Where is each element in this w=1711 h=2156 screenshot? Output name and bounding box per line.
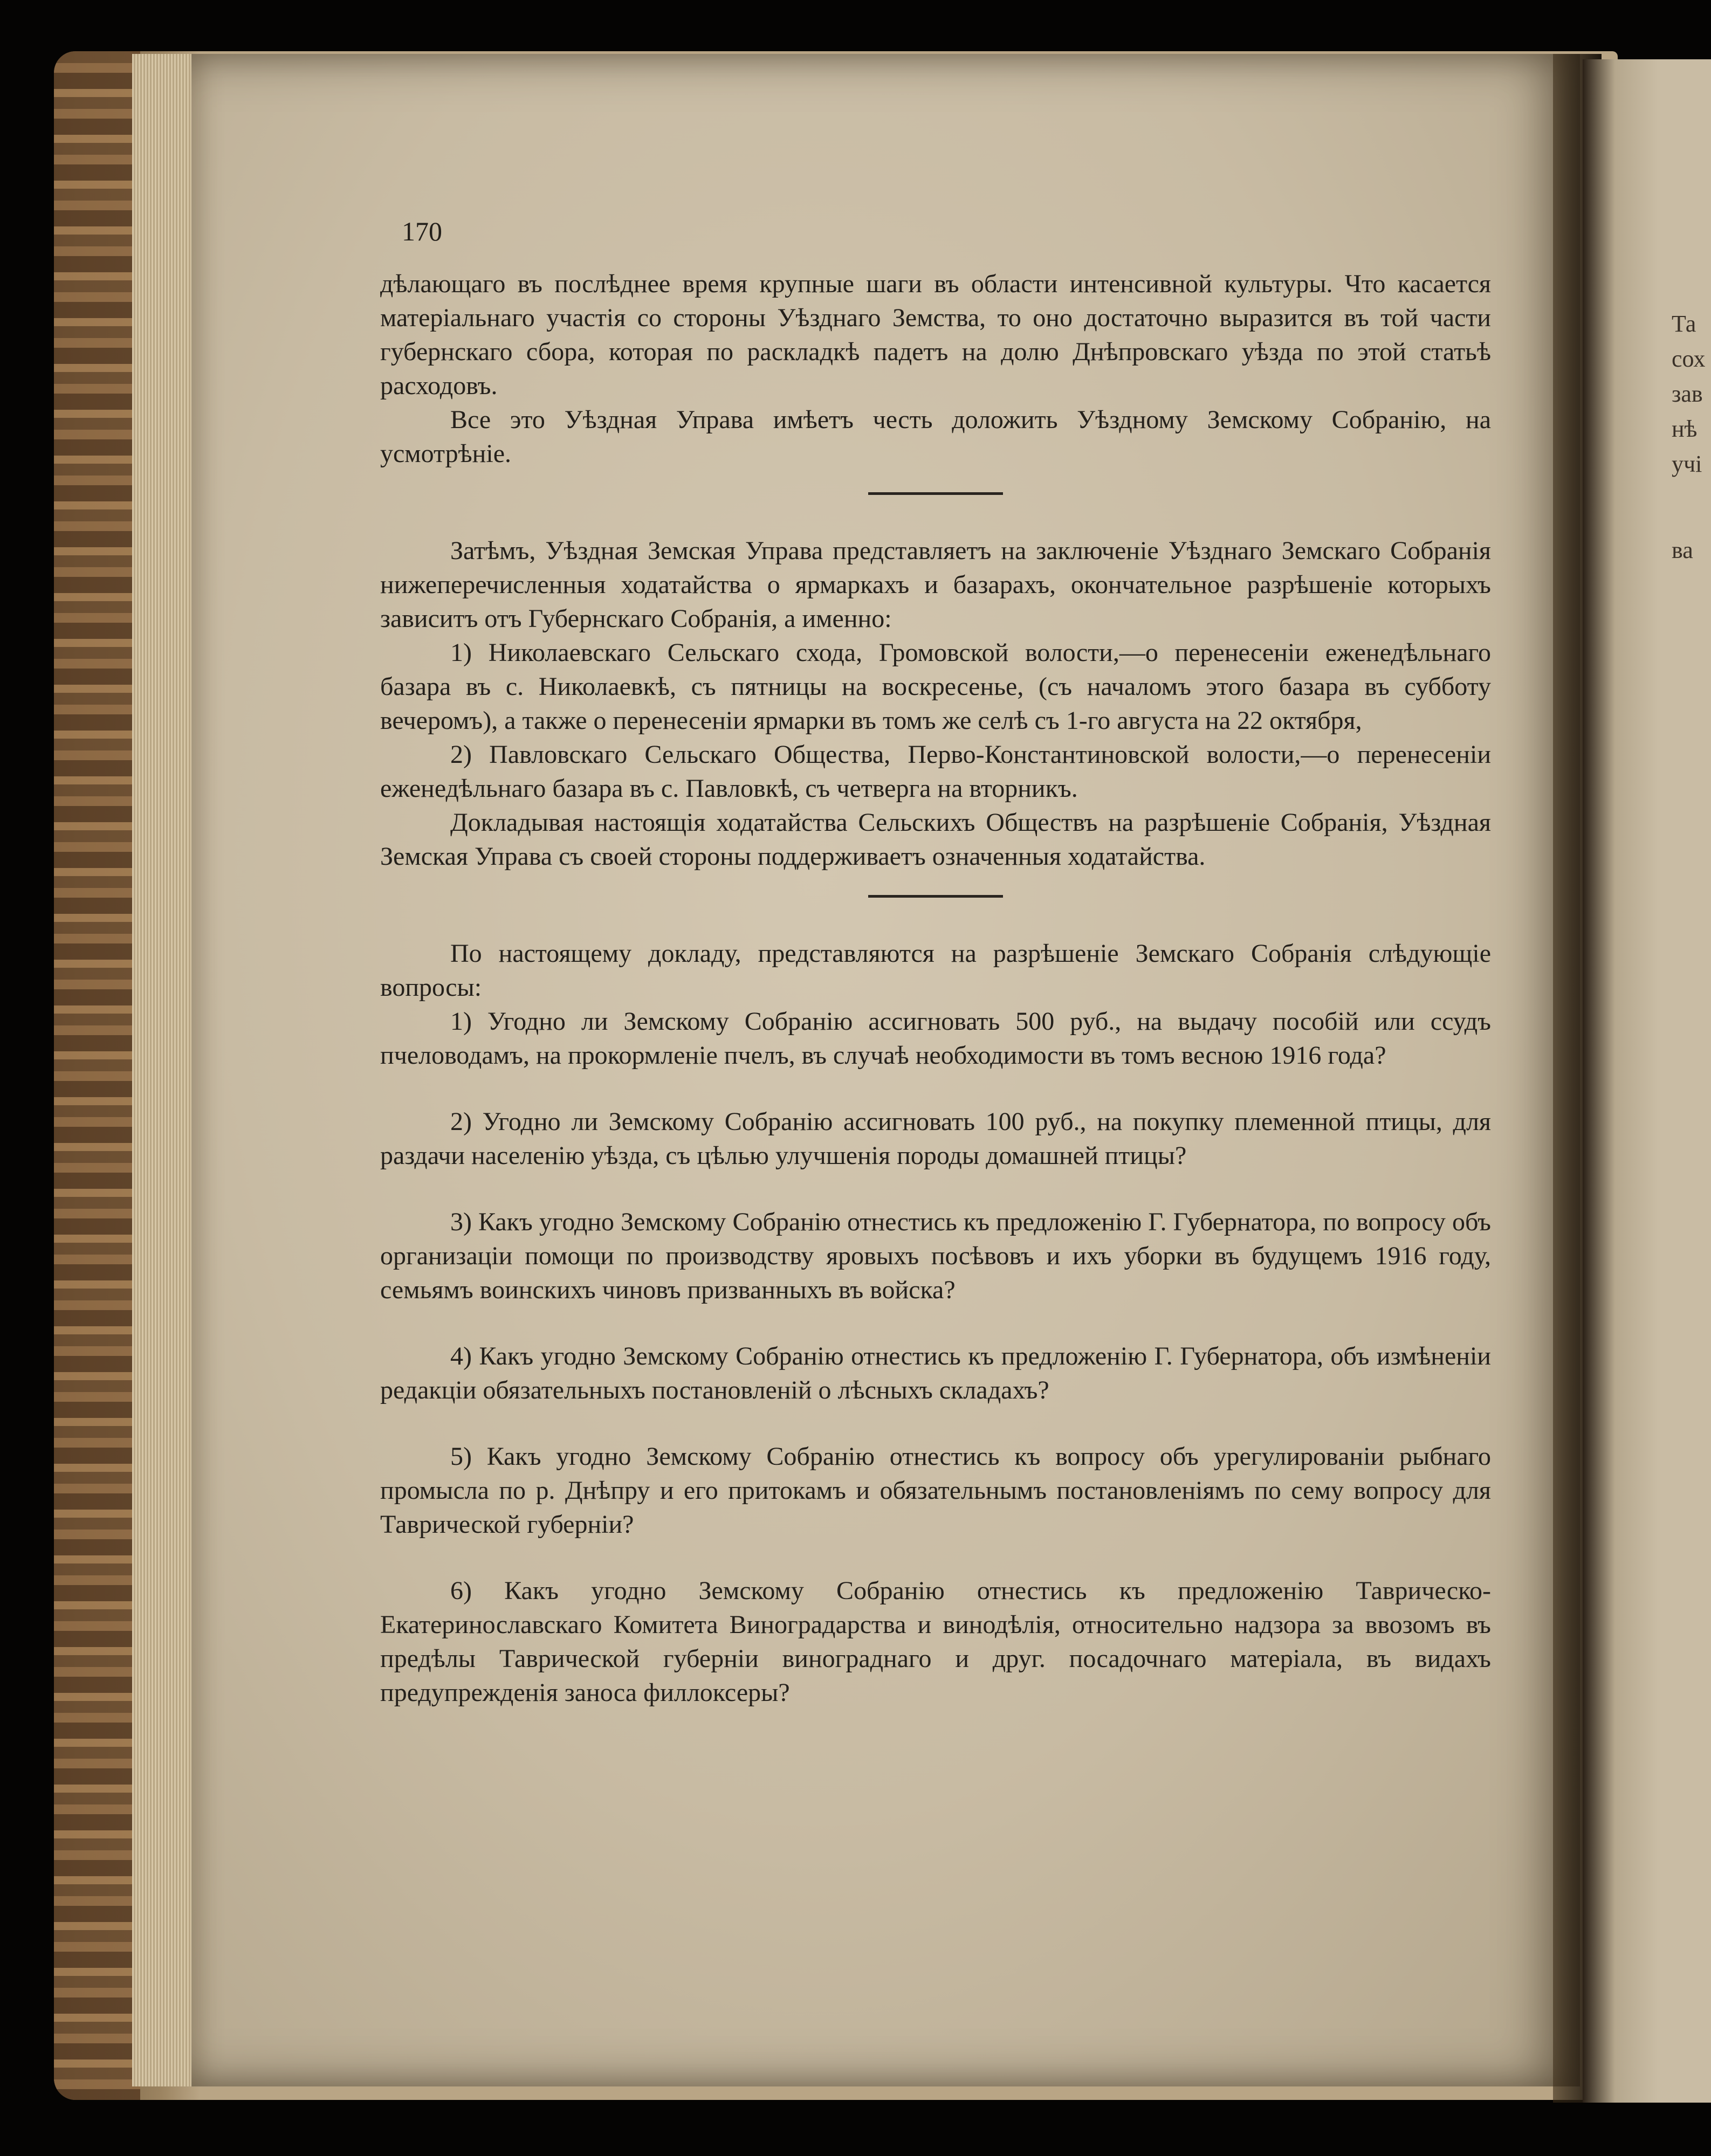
paragraph: По настоящему докладу, представляются на разрѣшеніе Земскаго Собранія слѣдующіе вопросы: xyxy=(380,939,1491,1002)
question-item: 6) Какъ угодно Земскому Собранію отнестись къ предложенію Таврическо-Екатеринославскаго Комитета Виноградарства и винодѣлія, относительно надзора за ввозомъ въ предѣлы Таврической губерніи винограднаго и друг. посадочнаго матеріала, въ видахъ предупрежденія заноса филлоксеры? xyxy=(380,1576,1491,1707)
paragraph: Все это Уѣздная Управа имѣетъ честь доложить Уѣздному Земскому Собранію, на усмотрѣніе. xyxy=(380,405,1491,468)
question-item: 1) Угодно ли Земскому Собранію ассигновать 500 руб., на выдачу пособій или ссудъ пчеловодамъ, на прокормленіе пчелъ, въ случаѣ необходимости въ томъ весною 1916 года? xyxy=(380,1007,1491,1070)
question-item: 5) Какъ угодно Земскому Собранію отнестись къ вопросу объ урегулированіи рыбнаго промысла по р. Днѣпру и его притокамъ и обязательнымъ постановленіямъ по сему вопросу для Таврической губерніи? xyxy=(380,1442,1491,1539)
paragraph: Затѣмъ, Уѣздная Земская Управа представляетъ на заключеніе Уѣзднаго Земскаго Собранія нижеперечисленныя ходатайства о ярмаркахъ и базарахъ, окончательное разрѣшеніе которыхъ зависитъ отъ Губернскаго Собранія, а именно: xyxy=(380,536,1491,633)
right-page-fragment: зав xyxy=(1672,381,1703,407)
question-item: 3) Какъ угодно Земскому Собранію отнестись къ предложенію Г. Губернатора, по вопросу объ организаціи помощи по производству яровыхъ посѣвовъ и ихъ уборки въ будущемъ 1916 году, семьямъ воинскихъ чиновъ призванныхъ въ войска? xyxy=(380,1208,1491,1304)
question-item: 4) Какъ угодно Земскому Собранію отнестись къ предложенію Г. Губернатора, объ измѣненіи редакціи обязательныхъ постановленій о лѣсныхъ складахъ? xyxy=(380,1342,1491,1404)
list-item: 2) Павловскаго Сельскаго Общества, Перво-Константиновской волости,—о перенесеніи еженедѣльнаго базара въ с. Павловкѣ, съ четверга на вторникъ. xyxy=(380,740,1491,803)
page-number: 170 xyxy=(402,216,442,246)
right-page-fragment: ва xyxy=(1672,537,1693,563)
right-page-fragment: учі xyxy=(1672,451,1702,477)
right-page-fragment: Та xyxy=(1672,311,1696,337)
section-divider xyxy=(868,492,1003,495)
section-divider xyxy=(868,895,1003,898)
list-item: 1) Николаевскаго Сельскаго схода, Громовской волости,—о перенесеніи еженедѣльнаго базара въ с. Николаевкѣ, съ пятницы на воскресенье, (съ началомъ этого базара въ субботу вечеромъ), а также о перенесеніи ярмарки въ томъ же селѣ съ 1-го августа на 22 октября, xyxy=(380,638,1491,735)
paragraph: дѣлающаго въ послѣднее время крупные шаги въ области интенсивной культуры. Что касается матеріальнаго участія со стороны Уѣзднаго Земства, то оно достаточно выразится въ той части губернскаго сбора, которая по раскладкѣ падетъ на долю Днѣпровскаго уѣзда по этой статьѣ расходовъ. xyxy=(380,270,1491,400)
right-page-fragment: сох xyxy=(1672,346,1706,372)
book-spine xyxy=(54,51,140,2100)
page-edges xyxy=(132,54,197,2086)
question-item: 2) Угодно ли Земскому Собранію ассигновать 100 руб., на покупку племенной птицы, для раздачи населенію уѣзда, съ цѣлью улучшенія породы домашней птицы? xyxy=(380,1107,1491,1170)
paragraph: Докладывая настоящія ходатайства Сельскихъ Обществъ на разрѣшеніе Собранія, Уѣздная Земская Управа съ своей стороны поддерживаетъ означенныя ходатайства. xyxy=(380,808,1491,871)
right-page-fragment: нѣ xyxy=(1672,416,1698,442)
page-text xyxy=(380,267,1491,1710)
